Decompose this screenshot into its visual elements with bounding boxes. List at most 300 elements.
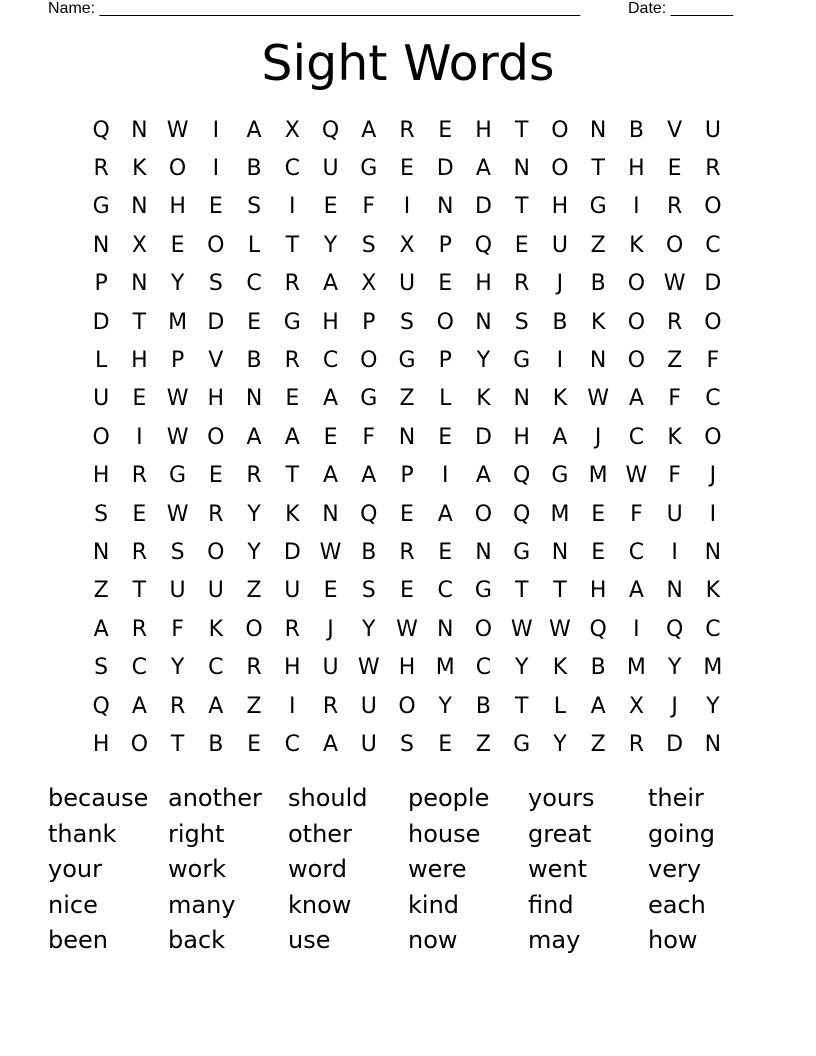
grid-letter: H	[475, 271, 492, 297]
grid-letter: U	[360, 731, 377, 757]
grid-letter: U	[704, 117, 721, 143]
grid-letter: U	[360, 693, 377, 719]
grid-letter: O	[704, 424, 722, 450]
grid-letter: G	[513, 731, 531, 757]
grid-letter: I	[212, 117, 220, 143]
grid-letter: Z	[590, 731, 606, 757]
grid-row	[82, 648, 732, 686]
grid-letter: I	[289, 693, 296, 719]
grid-letter: O	[704, 309, 722, 335]
grid-letter: K	[629, 232, 644, 258]
grid-letter: T	[514, 578, 529, 604]
grid-letter: K	[590, 309, 606, 335]
grid-letter: A	[246, 117, 262, 143]
grid-row	[82, 380, 732, 418]
grid-letter: K	[132, 156, 147, 182]
grid-letter: R	[131, 539, 147, 565]
grid-letter: F	[362, 194, 376, 220]
grid-letter: N	[551, 539, 569, 565]
grid-letter: Z	[93, 578, 109, 604]
word-list-item: yours	[528, 784, 595, 812]
word-list-item: work	[168, 855, 227, 883]
grid-letter: A	[208, 693, 224, 719]
grid-letter: U	[322, 655, 339, 681]
grid-letter: G	[360, 156, 378, 182]
grid-letter: K	[552, 386, 568, 412]
grid-letter: B	[590, 271, 606, 297]
grid-letter: G	[360, 386, 378, 412]
grid-letter: E	[438, 539, 453, 565]
grid-letter: N	[513, 386, 530, 412]
word-list-item: nice	[48, 890, 98, 919]
grid-letter: O	[474, 616, 493, 642]
grid-letter: W	[625, 463, 648, 489]
grid-letter: P	[400, 463, 414, 489]
grid-letter: L	[94, 348, 108, 374]
grid-letter: N	[589, 348, 607, 374]
word-list-item: your	[48, 855, 102, 883]
grid-letter: H	[513, 424, 530, 450]
grid-letter: G	[398, 348, 416, 374]
grid-letter: I	[556, 348, 564, 374]
grid-letter: S	[400, 309, 414, 335]
grid-letter: H	[207, 386, 225, 412]
grid-letter: D	[436, 156, 454, 182]
grid-row	[82, 725, 732, 763]
grid-letter: E	[591, 501, 606, 527]
grid-letter: C	[322, 348, 339, 374]
grid-letter: A	[590, 693, 606, 719]
grid-letter: P	[438, 232, 452, 258]
grid-letter: I	[212, 156, 220, 182]
word-list-item: right	[168, 819, 225, 848]
grid-letter: O	[245, 616, 263, 642]
grid-letter: N	[704, 731, 722, 757]
grid-letter: A	[361, 463, 377, 489]
grid-letter: E	[591, 539, 606, 565]
grid-letter: R	[628, 731, 645, 757]
grid-letter: N	[475, 309, 492, 335]
grid-letter: W	[510, 616, 533, 642]
grid-row	[82, 303, 732, 341]
grid-letter: P	[438, 348, 452, 374]
grid-row	[82, 687, 732, 725]
grid-letter: Y	[362, 616, 376, 642]
grid-letter: S	[247, 194, 262, 220]
grid-letter: X	[131, 232, 147, 258]
grid-row	[82, 457, 732, 495]
grid-letter: D	[704, 271, 722, 297]
grid-letter: H	[92, 731, 110, 757]
grid-letter: Y	[667, 655, 682, 681]
grid-letter: B	[475, 693, 491, 719]
grid-letter: G	[474, 578, 492, 604]
grid-letter: N	[589, 117, 607, 143]
grid-letter: E	[400, 578, 414, 604]
grid-letter: R	[399, 539, 415, 565]
grid-letter: T	[591, 156, 605, 182]
grid-letter: U	[93, 386, 110, 412]
grid-letter: Z	[590, 232, 606, 258]
grid-letter: C	[705, 616, 721, 642]
grid-letter: O	[168, 156, 187, 182]
word-list-item: find	[528, 890, 574, 919]
grid-letter: T	[170, 731, 185, 757]
word-list-item: been	[48, 926, 108, 954]
grid-letter: M	[626, 655, 646, 681]
grid-letter: D	[92, 309, 110, 335]
word-list-item: many	[168, 890, 236, 919]
grid-letter: G	[92, 194, 110, 220]
grid-letter: A	[475, 156, 491, 182]
word-list-item: house	[408, 819, 481, 848]
grid-letter: N	[322, 501, 339, 527]
grid-letter: W	[549, 616, 571, 642]
name-field-label: Name: ______________________________________________________	[48, 0, 581, 17]
grid-letter: A	[131, 693, 147, 719]
grid-letter: G	[589, 194, 607, 220]
grid-letter: H	[131, 348, 148, 374]
grid-letter: T	[132, 578, 147, 604]
grid-row	[82, 610, 732, 648]
grid-letter: A	[361, 117, 377, 143]
grid-row	[82, 418, 732, 456]
word-list-item: another	[168, 784, 262, 812]
grid-letter: F	[706, 348, 720, 374]
grid-letter: U	[398, 271, 416, 297]
word-list-item: going	[648, 819, 716, 848]
grid-letter: F	[171, 616, 184, 642]
grid-letter: A	[322, 271, 339, 297]
grid-letter: H	[628, 156, 645, 182]
grid-letter: O	[474, 501, 493, 527]
word-list-item: know	[288, 890, 352, 919]
grid-letter: Q	[513, 501, 531, 527]
grid-letter: F	[362, 424, 376, 450]
grid-letter: H	[322, 309, 339, 335]
grid-letter: G	[169, 463, 187, 489]
grid-letter: U	[169, 578, 186, 604]
grid-letter: E	[323, 578, 338, 604]
grid-letter: C	[628, 424, 645, 450]
grid-letter: U	[322, 156, 339, 182]
grid-letter: Z	[475, 731, 491, 757]
word-list-item: use	[288, 926, 331, 954]
grid-letter: D	[666, 731, 684, 757]
grid-letter: P	[362, 309, 376, 335]
grid-letter: M	[435, 655, 455, 681]
grid-letter: Y	[247, 539, 261, 565]
grid-letter: Y	[706, 693, 720, 719]
grid-letter: O	[627, 271, 646, 297]
word-list-item: now	[408, 926, 458, 954]
grid-letter: I	[403, 194, 411, 220]
grid-letter: R	[666, 309, 683, 335]
grid-row	[82, 533, 732, 571]
word-list-item: because	[48, 784, 149, 812]
grid-letter: N	[131, 271, 148, 297]
grid-letter: C	[284, 156, 300, 182]
grid-letter: E	[247, 731, 261, 757]
grid-letter: S	[170, 539, 185, 565]
grid-letter: E	[208, 194, 223, 220]
grid-row	[82, 111, 732, 149]
grid-letter: K	[208, 616, 224, 642]
grid-letter: J	[594, 424, 602, 450]
grid-letter: R	[666, 194, 683, 220]
grid-letter: O	[207, 539, 225, 565]
grid-letter: N	[475, 539, 492, 565]
grid-letter: A	[437, 501, 453, 527]
grid-letter: E	[400, 501, 414, 527]
grid-letter: Y	[553, 731, 567, 757]
grid-letter: P	[170, 348, 185, 374]
grid-letter: O	[436, 309, 454, 335]
grid-letter: A	[93, 616, 109, 642]
grid-letter: I	[441, 463, 449, 489]
word-list-item: word	[288, 855, 347, 883]
grid-letter: C	[475, 655, 492, 681]
grid-letter: R	[284, 348, 300, 374]
grid-letter: W	[166, 117, 189, 143]
grid-letter: C	[284, 731, 300, 757]
grid-letter: Z	[246, 693, 262, 719]
grid-letter: F	[630, 501, 643, 527]
grid-letter: X	[361, 271, 377, 297]
grid-letter: K	[552, 655, 568, 681]
grid-letter: W	[357, 655, 380, 681]
grid-letter: Y	[476, 348, 491, 374]
grid-letter: Q	[92, 693, 110, 719]
grid-letter: R	[246, 655, 262, 681]
grid-letter: K	[667, 424, 682, 450]
grid-letter: N	[245, 386, 263, 412]
grid-letter: A	[475, 463, 491, 489]
grid-letter: I	[709, 501, 717, 527]
page-title: Sight Words	[261, 35, 555, 92]
grid-letter: E	[247, 309, 261, 335]
grid-letter: R	[514, 271, 530, 297]
grid-letter: E	[438, 424, 453, 450]
grid-letter: S	[361, 232, 376, 258]
grid-letter: E	[132, 501, 147, 527]
grid-letter: N	[398, 424, 416, 450]
date-field-label: Date: _______	[628, 0, 733, 17]
grid-letter: W	[319, 539, 342, 565]
grid-letter: X	[399, 232, 415, 258]
grid-letter: I	[289, 194, 296, 220]
word-list-item: were	[408, 855, 467, 883]
grid-letter: H	[92, 463, 110, 489]
word-list-item: kind	[408, 890, 460, 919]
grid-letter: S	[514, 309, 529, 335]
grid-letter: B	[246, 348, 262, 374]
grid-letter: Y	[247, 501, 261, 527]
grid-letter: N	[92, 232, 110, 258]
grid-letter: O	[627, 348, 646, 374]
grid-letter: N	[666, 578, 683, 604]
word-list-item: back	[168, 926, 226, 954]
grid-letter: L	[247, 232, 261, 258]
grid-letter: Y	[323, 232, 338, 258]
grid-row	[82, 265, 732, 303]
grid-letter: T	[514, 117, 529, 143]
grid-letter: H	[551, 194, 569, 220]
grid-letter: H	[475, 117, 492, 143]
grid-letter: E	[323, 424, 338, 450]
grid-letter: J	[327, 616, 334, 642]
grid-letter: G	[513, 348, 531, 374]
grid-letter: H	[589, 578, 607, 604]
grid-letter: I	[633, 616, 640, 642]
grid-letter: W	[166, 386, 189, 412]
grid-letter: C	[705, 232, 721, 258]
grid-letter: Y	[514, 655, 529, 681]
grid-letter: U	[284, 578, 301, 604]
grid-letter: N	[131, 194, 148, 220]
grid-letter: Q	[474, 232, 493, 258]
grid-letter: J	[671, 693, 678, 719]
grid-letter: O	[130, 731, 149, 757]
grid-letter: T	[553, 578, 567, 604]
grid-row	[82, 188, 732, 226]
grid-letter: O	[551, 156, 569, 182]
grid-letter: A	[322, 463, 339, 489]
grid-letter: Q	[360, 501, 378, 527]
grid-letter: F	[668, 386, 681, 412]
grid-letter: D	[474, 194, 492, 220]
grid-letter: C	[246, 271, 262, 297]
grid-letter: X	[628, 693, 644, 719]
grid-letter: Z	[667, 348, 683, 374]
grid-letter: R	[322, 693, 339, 719]
grid-letter: M	[550, 501, 570, 527]
grid-letter: R	[705, 156, 721, 182]
grid-letter: B	[246, 156, 262, 182]
grid-letter: O	[207, 424, 225, 450]
grid-letter: A	[628, 386, 644, 412]
grid-letter: Y	[438, 693, 452, 719]
grid-letter: T	[285, 463, 300, 489]
grid-letter: C	[437, 578, 453, 604]
grid-letter: R	[93, 156, 109, 182]
grid-row	[82, 495, 732, 533]
grid-letter: R	[284, 271, 300, 297]
grid-letter: Q	[665, 616, 684, 642]
grid-letter: T	[514, 194, 529, 220]
grid-row	[82, 226, 732, 264]
word-list-item: should	[288, 784, 368, 812]
grid-letter: E	[438, 731, 453, 757]
grid-letter: O	[551, 117, 569, 143]
word-list-item: great	[528, 819, 592, 848]
grid-letter: H	[398, 655, 416, 681]
word-list-item: thank	[48, 819, 117, 848]
grid-letter: O	[627, 309, 646, 335]
grid-letter: L	[553, 693, 567, 719]
grid-letter: E	[667, 156, 682, 182]
grid-letter: O	[704, 194, 722, 220]
grid-letter: L	[439, 386, 452, 412]
grid-letter: A	[322, 731, 339, 757]
grid-letter: R	[131, 463, 147, 489]
grid-letter: H	[169, 194, 186, 220]
grid-letter: E	[514, 232, 529, 258]
grid-letter: M	[588, 463, 608, 489]
grid-letter: R	[131, 616, 147, 642]
grid-letter: W	[166, 424, 189, 450]
word-list-item: may	[528, 926, 581, 954]
grid-letter: O	[360, 348, 378, 374]
grid-letter: I	[633, 194, 640, 220]
grid-letter: W	[587, 386, 610, 412]
grid-letter: N	[513, 156, 530, 182]
grid-letter: C	[131, 655, 148, 681]
grid-letter: J	[709, 463, 717, 489]
grid-letter: E	[285, 386, 300, 412]
grid-letter: G	[513, 539, 531, 565]
grid-letter: N	[92, 539, 110, 565]
grid-letter: N	[131, 117, 148, 143]
grid-letter: Z	[246, 578, 262, 604]
grid-letter: R	[284, 616, 300, 642]
grid-letter: R	[399, 117, 415, 143]
word-list-item: other	[288, 819, 352, 848]
word-list-item: their	[648, 784, 704, 812]
grid-letter: W	[166, 501, 189, 527]
grid-letter: O	[207, 232, 225, 258]
word-list-item: very	[648, 855, 702, 883]
grid-letter: V	[667, 117, 683, 143]
grid-letter: G	[283, 309, 301, 335]
grid-letter: W	[663, 271, 686, 297]
grid-letter: B	[590, 655, 606, 681]
word-list-item: each	[648, 890, 706, 919]
grid-letter: U	[551, 232, 568, 258]
grid-letter: U	[666, 501, 683, 527]
grid-letter: F	[668, 463, 681, 489]
grid-letter: T	[285, 232, 300, 258]
grid-letter: H	[284, 655, 301, 681]
grid-letter: T	[514, 693, 529, 719]
grid-letter: R	[208, 501, 224, 527]
grid-letter: Z	[399, 386, 415, 412]
grid-letter: D	[207, 309, 225, 335]
grid-letter: E	[438, 117, 453, 143]
grid-letter: M	[168, 309, 188, 335]
grid-letter: A	[284, 424, 300, 450]
grid-letter: S	[94, 655, 109, 681]
grid-letter: S	[208, 271, 223, 297]
grid-letter: Y	[170, 655, 185, 681]
grid-letter: M	[703, 655, 723, 681]
grid-letter: Q	[513, 463, 531, 489]
grid-letter: C	[208, 655, 224, 681]
grid-letter: O	[398, 693, 416, 719]
grid-letter: U	[207, 578, 224, 604]
grid-letter: E	[132, 386, 147, 412]
grid-letter: Y	[170, 271, 185, 297]
grid-letter: R	[169, 693, 186, 719]
grid-letter: B	[208, 731, 224, 757]
grid-letter: Q	[321, 117, 340, 143]
grid-letter: A	[552, 424, 568, 450]
grid-letter: N	[436, 616, 454, 642]
grid-letter: Q	[92, 117, 110, 143]
grid-letter: B	[361, 539, 377, 565]
word-list-item: how	[648, 926, 698, 954]
grid-letter: I	[136, 424, 143, 450]
